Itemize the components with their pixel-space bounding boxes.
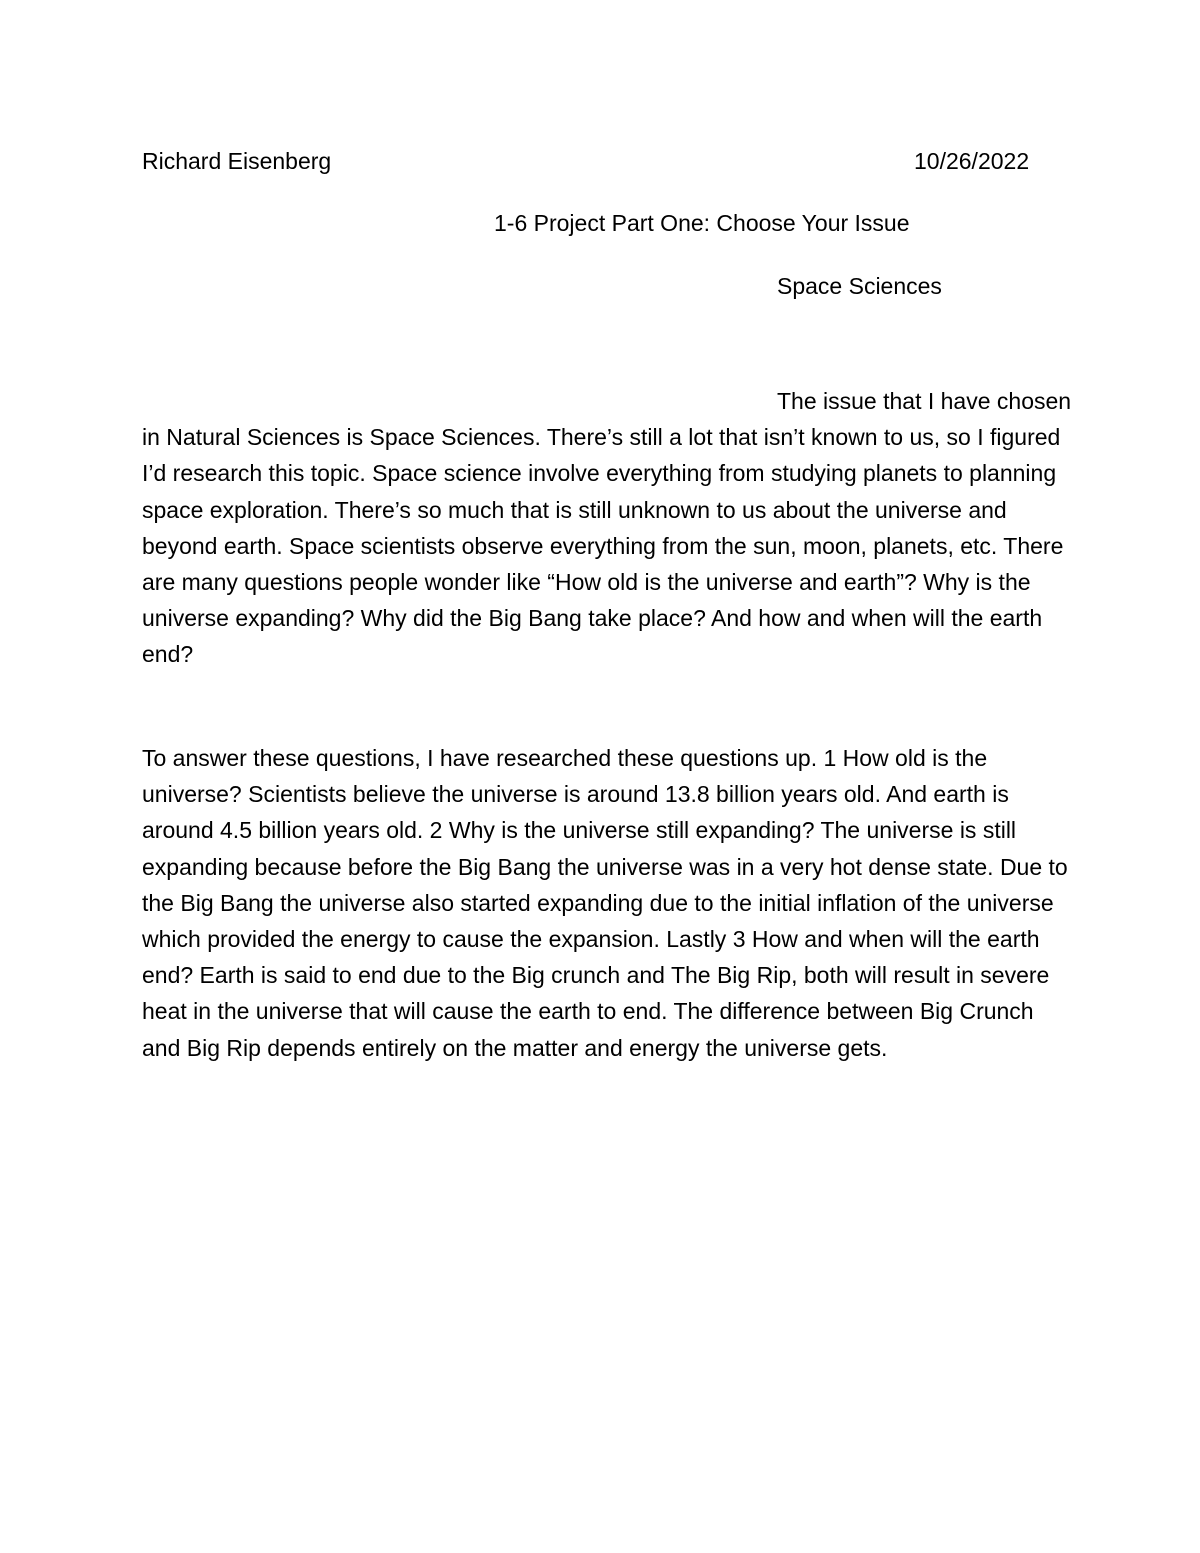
- paragraph-intro: The issue that I have chosen in Natural Sciences is Space Sciences. There’s still a lot that isn’t known to us, so I figured I’d research this topic. Space science involve everything from studying planets to planning space exploration. There’s so much that is still unknown to us about the universe and beyond earth. Space scientists observe everything from the sun, moon, planets, etc. There are many questions people wonder like “How old is the universe and earth”? Why is the universe expanding? Why did the Big Bang take place? And how and when will the earth end?: [142, 388, 1072, 668]
- document-title: 1-6 Project Part One: Choose Your Issue: [494, 210, 910, 236]
- author-name: Richard Eisenberg: [142, 148, 332, 174]
- document-date: 10/26/2022: [914, 148, 1030, 174]
- paragraph-answers: To answer these questions, I have researched these questions up. 1 How old is the universe? Scientists believe the universe is around 13.8 billion years old. And earth is around 4.5 billion years old. 2 Why is the universe still expanding? The universe is still expanding because before the Big Bang the universe was in a very hot dense state. Due to the Big Bang the universe also started expanding due to the initial inflation of the universe which provided the energy to cause the expansion. Lastly 3 How and when will the earth end? Earth is said to end due to the Big crunch and The Big Rip, both will result in severe heat in the universe that will cause the earth to end. The difference between Big Crunch and Big Rip depends entirely on the matter and energy the universe gets.: [142, 745, 1068, 1061]
- document-subtitle: Space Sciences: [777, 273, 942, 299]
